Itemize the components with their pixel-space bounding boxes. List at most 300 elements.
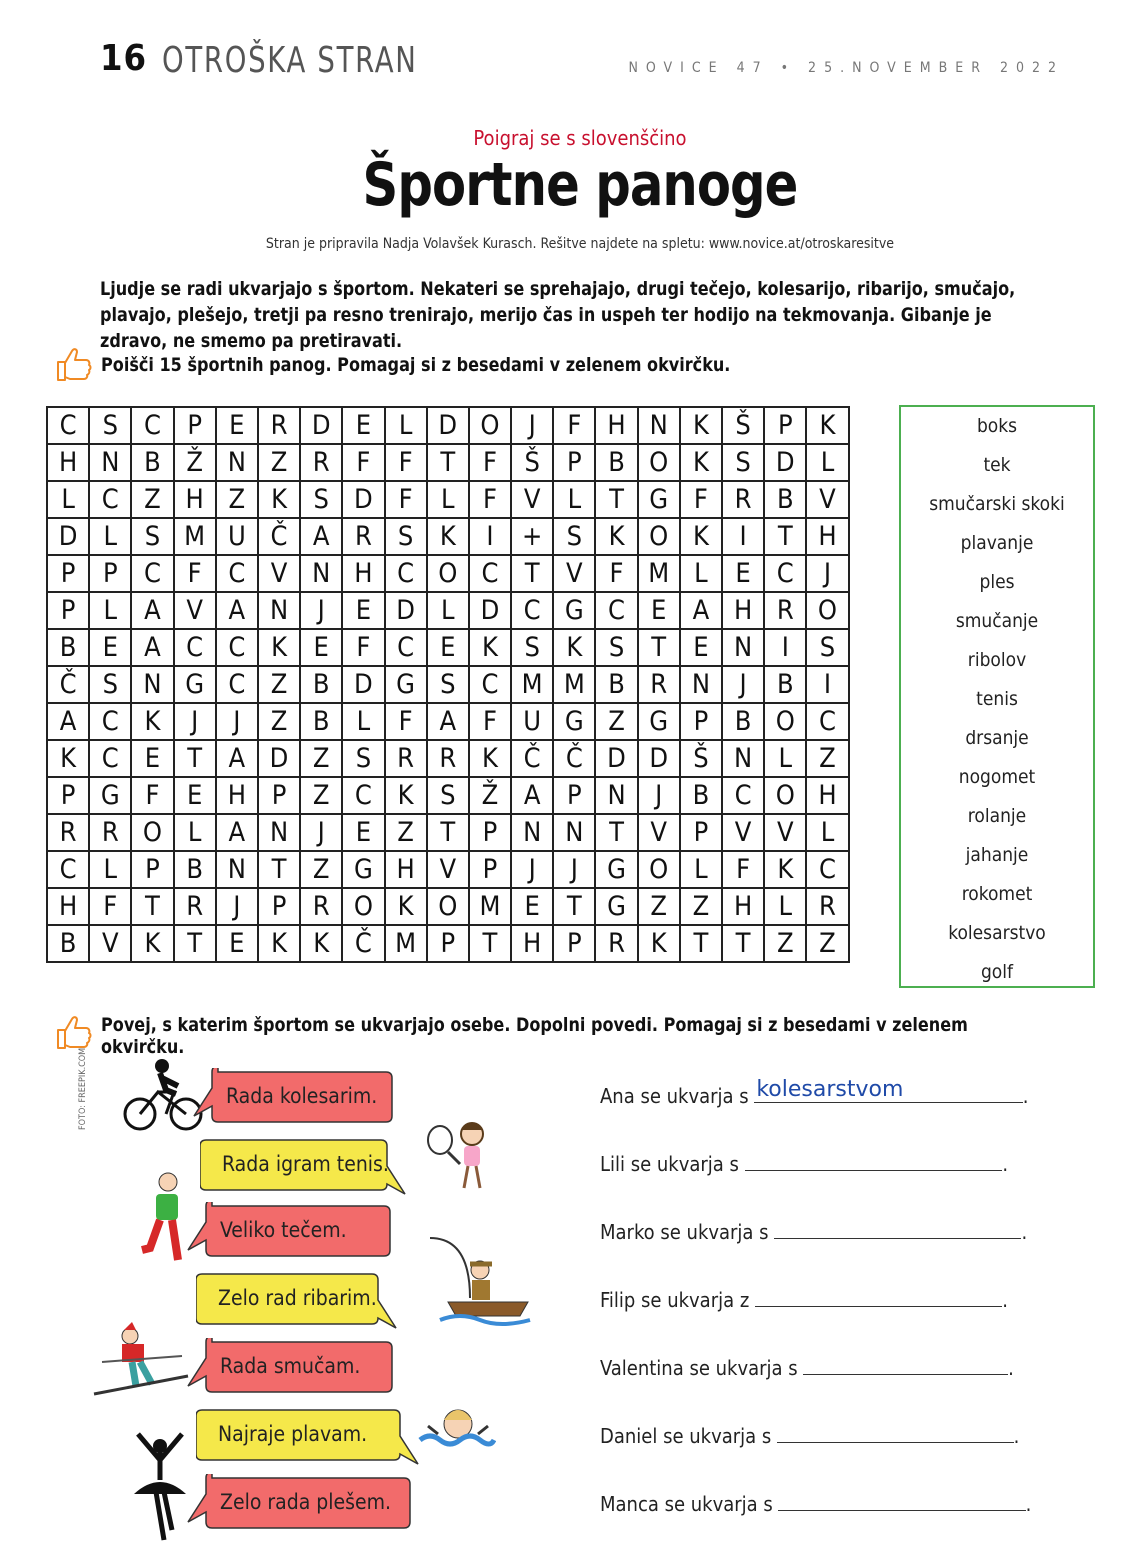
grid-cell[interactable]: Z bbox=[131, 481, 173, 518]
grid-cell[interactable]: E bbox=[174, 777, 216, 814]
grid-cell[interactable]: Z bbox=[764, 925, 806, 962]
grid-cell[interactable]: K bbox=[258, 481, 300, 518]
grid-cell[interactable]: Č bbox=[258, 518, 300, 555]
grid-cell[interactable]: E bbox=[342, 814, 384, 851]
grid-cell[interactable]: C bbox=[722, 777, 764, 814]
grid-cell[interactable]: A bbox=[47, 703, 89, 740]
grid-cell[interactable]: N bbox=[680, 666, 722, 703]
grid-cell[interactable]: I bbox=[806, 666, 848, 703]
grid-cell[interactable]: S bbox=[342, 740, 384, 777]
grid-cell[interactable]: P bbox=[131, 851, 173, 888]
grid-cell[interactable]: G bbox=[89, 777, 131, 814]
grid-cell[interactable]: A bbox=[131, 629, 173, 666]
grid-cell[interactable]: D bbox=[342, 481, 384, 518]
grid-cell[interactable]: + bbox=[511, 518, 553, 555]
grid-cell[interactable]: J bbox=[300, 592, 342, 629]
grid-cell[interactable]: H bbox=[342, 555, 384, 592]
grid-cell[interactable]: C bbox=[469, 666, 511, 703]
grid-cell[interactable]: S bbox=[595, 629, 637, 666]
grid-cell[interactable]: R bbox=[342, 518, 384, 555]
grid-cell[interactable]: L bbox=[553, 481, 595, 518]
grid-cell[interactable]: S bbox=[427, 666, 469, 703]
grid-cell[interactable]: F bbox=[722, 851, 764, 888]
grid-cell[interactable]: B bbox=[47, 629, 89, 666]
grid-cell[interactable]: A bbox=[216, 814, 258, 851]
grid-cell[interactable]: B bbox=[680, 777, 722, 814]
grid-cell[interactable]: O bbox=[806, 592, 848, 629]
grid-cell[interactable]: J bbox=[511, 407, 553, 444]
grid-cell[interactable]: R bbox=[638, 666, 680, 703]
grid-cell[interactable]: G bbox=[553, 592, 595, 629]
grid-cell[interactable]: P bbox=[680, 814, 722, 851]
grid-cell[interactable]: H bbox=[722, 592, 764, 629]
grid-cell[interactable]: F bbox=[595, 555, 637, 592]
grid-cell[interactable]: U bbox=[511, 703, 553, 740]
answer-blank[interactable] bbox=[803, 1354, 1008, 1375]
grid-cell[interactable]: K bbox=[806, 407, 848, 444]
grid-cell[interactable]: A bbox=[300, 518, 342, 555]
grid-cell[interactable]: L bbox=[806, 814, 848, 851]
grid-cell[interactable]: P bbox=[553, 777, 595, 814]
grid-cell[interactable]: A bbox=[131, 592, 173, 629]
grid-cell[interactable]: K bbox=[469, 629, 511, 666]
grid-cell[interactable]: J bbox=[174, 703, 216, 740]
grid-cell[interactable]: L bbox=[764, 888, 806, 925]
grid-cell[interactable]: B bbox=[764, 666, 806, 703]
word-list-item: plavanje bbox=[960, 532, 1034, 554]
grid-cell[interactable]: L bbox=[427, 592, 469, 629]
grid-cell[interactable]: T bbox=[427, 444, 469, 481]
grid-cell[interactable]: Z bbox=[258, 444, 300, 481]
grid-cell[interactable]: S bbox=[385, 518, 427, 555]
grid-cell[interactable]: Z bbox=[595, 703, 637, 740]
grid-cell[interactable]: E bbox=[216, 407, 258, 444]
grid-cell[interactable]: C bbox=[511, 592, 553, 629]
grid-cell[interactable]: H bbox=[385, 851, 427, 888]
grid-cell[interactable]: S bbox=[427, 777, 469, 814]
grid-cell[interactable]: D bbox=[469, 592, 511, 629]
grid-cell[interactable]: M bbox=[174, 518, 216, 555]
grid-cell[interactable]: B bbox=[595, 444, 637, 481]
grid-cell[interactable]: F bbox=[174, 555, 216, 592]
grid-cell[interactable]: A bbox=[427, 703, 469, 740]
grid-cell[interactable]: T bbox=[469, 925, 511, 962]
grid-cell[interactable]: D bbox=[638, 740, 680, 777]
grid-cell[interactable]: O bbox=[764, 703, 806, 740]
grid-cell[interactable]: T bbox=[764, 518, 806, 555]
grid-cell[interactable]: K bbox=[553, 629, 595, 666]
grid-cell[interactable]: C bbox=[89, 740, 131, 777]
grid-cell[interactable]: E bbox=[131, 740, 173, 777]
grid-cell[interactable]: C bbox=[174, 629, 216, 666]
answer-blank[interactable] bbox=[755, 1286, 1002, 1307]
grid-cell[interactable]: D bbox=[385, 592, 427, 629]
grid-cell[interactable]: O bbox=[764, 777, 806, 814]
grid-cell[interactable]: E bbox=[511, 888, 553, 925]
grid-cell[interactable]: L bbox=[680, 555, 722, 592]
grid-cell[interactable]: V bbox=[806, 481, 848, 518]
grid-cell[interactable]: N bbox=[258, 814, 300, 851]
grid-cell[interactable]: N bbox=[131, 666, 173, 703]
grid-cell[interactable]: O bbox=[427, 888, 469, 925]
grid-cell[interactable]: F bbox=[553, 407, 595, 444]
grid-cell[interactable]: D bbox=[342, 666, 384, 703]
grid-cell[interactable]: V bbox=[638, 814, 680, 851]
grid-cell[interactable]: S bbox=[553, 518, 595, 555]
grid-cell[interactable]: K bbox=[469, 740, 511, 777]
grid-cell[interactable]: F bbox=[469, 444, 511, 481]
grid-cell[interactable]: R bbox=[258, 407, 300, 444]
grid-cell[interactable]: G bbox=[595, 851, 637, 888]
grid-cell[interactable]: K bbox=[131, 703, 173, 740]
grid-cell[interactable]: C bbox=[806, 703, 848, 740]
grid-cell[interactable]: Š bbox=[680, 740, 722, 777]
answer-blank[interactable] bbox=[778, 1490, 1025, 1511]
grid-cell[interactable]: H bbox=[806, 518, 848, 555]
grid-cell[interactable]: Š bbox=[511, 444, 553, 481]
grid-cell[interactable]: P bbox=[469, 851, 511, 888]
grid-cell[interactable]: B bbox=[300, 666, 342, 703]
grid-cell[interactable]: F bbox=[680, 481, 722, 518]
grid-cell[interactable]: B bbox=[764, 481, 806, 518]
grid-cell[interactable]: Z bbox=[680, 888, 722, 925]
grid-cell[interactable]: P bbox=[553, 444, 595, 481]
grid-cell[interactable]: L bbox=[764, 740, 806, 777]
grid-cell[interactable]: V bbox=[89, 925, 131, 962]
grid-cell[interactable]: B bbox=[595, 666, 637, 703]
word-list-item: ples bbox=[979, 571, 1015, 593]
grid-cell[interactable]: L bbox=[174, 814, 216, 851]
grid-cell[interactable]: N bbox=[595, 777, 637, 814]
grid-cell[interactable]: Z bbox=[806, 740, 848, 777]
grid-cell[interactable]: K bbox=[680, 444, 722, 481]
grid-cell[interactable]: E bbox=[427, 629, 469, 666]
grid-cell[interactable]: Č bbox=[342, 925, 384, 962]
grid-cell[interactable]: F bbox=[385, 703, 427, 740]
grid-cell[interactable]: K bbox=[258, 629, 300, 666]
grid-cell[interactable]: T bbox=[680, 925, 722, 962]
grid-cell[interactable]: L bbox=[385, 407, 427, 444]
grid-cell[interactable]: C bbox=[47, 407, 89, 444]
grid-cell[interactable]: M bbox=[638, 555, 680, 592]
grid-cell[interactable]: Č bbox=[553, 740, 595, 777]
grid-cell[interactable]: M bbox=[553, 666, 595, 703]
grid-cell[interactable]: L bbox=[427, 481, 469, 518]
grid-cell[interactable]: N bbox=[511, 814, 553, 851]
grid-cell[interactable]: A bbox=[216, 592, 258, 629]
grid-cell[interactable]: D bbox=[258, 740, 300, 777]
sentence-prefix: Marko se ukvarja s bbox=[600, 1220, 769, 1244]
grid-cell[interactable]: P bbox=[680, 703, 722, 740]
grid-cell[interactable]: E bbox=[216, 925, 258, 962]
grid-cell[interactable]: R bbox=[47, 814, 89, 851]
grid-cell[interactable]: R bbox=[806, 888, 848, 925]
grid-cell[interactable]: K bbox=[258, 925, 300, 962]
grid-cell[interactable]: T bbox=[553, 888, 595, 925]
grid-cell[interactable]: K bbox=[47, 740, 89, 777]
grid-cell[interactable]: H bbox=[722, 888, 764, 925]
grid-cell[interactable]: B bbox=[722, 703, 764, 740]
grid-cell[interactable]: J bbox=[722, 666, 764, 703]
grid-cell[interactable]: L bbox=[47, 481, 89, 518]
grid-cell[interactable]: F bbox=[342, 629, 384, 666]
grid-cell[interactable]: F bbox=[469, 481, 511, 518]
grid-cell[interactable]: F bbox=[89, 888, 131, 925]
grid-cell[interactable]: N bbox=[216, 444, 258, 481]
answer-blank[interactable] bbox=[754, 1077, 1022, 1103]
grid-cell[interactable]: R bbox=[385, 740, 427, 777]
grid-cell[interactable]: D bbox=[300, 407, 342, 444]
grid-cell[interactable]: R bbox=[300, 888, 342, 925]
grid-cell[interactable]: L bbox=[680, 851, 722, 888]
grid-cell[interactable]: N bbox=[722, 629, 764, 666]
grid-cell[interactable]: R bbox=[595, 925, 637, 962]
grid-cell[interactable]: C bbox=[595, 592, 637, 629]
grid-cell[interactable]: P bbox=[47, 777, 89, 814]
grid-cell[interactable]: A bbox=[680, 592, 722, 629]
grid-cell[interactable]: E bbox=[300, 629, 342, 666]
grid-cell[interactable]: O bbox=[427, 555, 469, 592]
grid-cell[interactable]: O bbox=[638, 444, 680, 481]
grid-cell[interactable]: P bbox=[89, 555, 131, 592]
grid-cell[interactable]: V bbox=[511, 481, 553, 518]
grid-cell[interactable]: Z bbox=[216, 481, 258, 518]
grid-cell[interactable]: P bbox=[258, 777, 300, 814]
grid-cell[interactable]: O bbox=[131, 814, 173, 851]
grid-cell[interactable]: H bbox=[511, 925, 553, 962]
answer-blank[interactable] bbox=[774, 1218, 1021, 1239]
grid-cell[interactable]: K bbox=[595, 518, 637, 555]
grid-cell[interactable]: T bbox=[258, 851, 300, 888]
grid-cell[interactable]: K bbox=[131, 925, 173, 962]
grid-cell[interactable]: C bbox=[131, 407, 173, 444]
grid-cell[interactable]: Š bbox=[722, 407, 764, 444]
grid-cell[interactable]: F bbox=[342, 444, 384, 481]
speech-bubble-text: Najraje plavam. bbox=[218, 1422, 368, 1446]
grid-cell[interactable]: P bbox=[47, 555, 89, 592]
grid-cell[interactable]: G bbox=[553, 703, 595, 740]
grid-cell[interactable]: J bbox=[300, 814, 342, 851]
grid-cell[interactable]: H bbox=[216, 777, 258, 814]
grid-cell[interactable]: J bbox=[216, 888, 258, 925]
grid-cell[interactable]: H bbox=[174, 481, 216, 518]
grid-cell[interactable]: P bbox=[469, 814, 511, 851]
grid-cell[interactable]: Z bbox=[385, 814, 427, 851]
grid-cell[interactable]: T bbox=[174, 740, 216, 777]
grid-cell[interactable]: K bbox=[300, 925, 342, 962]
grid-cell[interactable]: B bbox=[131, 444, 173, 481]
grid-cell[interactable]: K bbox=[680, 518, 722, 555]
grid-cell[interactable]: C bbox=[89, 703, 131, 740]
grid-cell[interactable]: C bbox=[764, 555, 806, 592]
grid-cell[interactable]: L bbox=[806, 444, 848, 481]
grid-cell[interactable]: L bbox=[342, 703, 384, 740]
grid-cell[interactable]: K bbox=[638, 925, 680, 962]
grid-cell[interactable]: S bbox=[89, 407, 131, 444]
grid-cell[interactable]: M bbox=[511, 666, 553, 703]
grid-cell[interactable]: E bbox=[722, 555, 764, 592]
grid-cell[interactable]: Z bbox=[258, 666, 300, 703]
grid-cell[interactable]: H bbox=[47, 888, 89, 925]
grid-cell[interactable]: G bbox=[595, 888, 637, 925]
grid-cell[interactable]: P bbox=[764, 407, 806, 444]
sentence-suffix: . bbox=[1021, 1220, 1028, 1244]
grid-cell[interactable]: Z bbox=[258, 703, 300, 740]
grid-cell[interactable]: F bbox=[131, 777, 173, 814]
grid-cell[interactable]: E bbox=[680, 629, 722, 666]
grid-cell[interactable]: P bbox=[553, 925, 595, 962]
grid-cell[interactable]: S bbox=[131, 518, 173, 555]
grid-cell[interactable]: L bbox=[89, 592, 131, 629]
grid-cell[interactable]: R bbox=[89, 814, 131, 851]
grid-cell[interactable]: V bbox=[553, 555, 595, 592]
grid-cell[interactable]: T bbox=[595, 481, 637, 518]
grid-cell[interactable]: D bbox=[595, 740, 637, 777]
word-list-item: tek bbox=[983, 454, 1011, 476]
grid-cell[interactable]: P bbox=[258, 888, 300, 925]
grid-cell[interactable]: C bbox=[216, 555, 258, 592]
grid-cell[interactable]: G bbox=[385, 666, 427, 703]
grid-cell[interactable]: Z bbox=[300, 740, 342, 777]
grid-cell[interactable]: D bbox=[764, 444, 806, 481]
grid-cell[interactable]: R bbox=[427, 740, 469, 777]
grid-cell[interactable]: V bbox=[427, 851, 469, 888]
grid-cell[interactable]: Ž bbox=[469, 777, 511, 814]
grid-cell[interactable]: L bbox=[89, 518, 131, 555]
grid-cell[interactable]: C bbox=[469, 555, 511, 592]
grid-cell[interactable]: N bbox=[553, 814, 595, 851]
grid-cell[interactable]: K bbox=[764, 851, 806, 888]
grid-cell[interactable]: Ž bbox=[174, 444, 216, 481]
grid-cell[interactable]: H bbox=[806, 777, 848, 814]
grid-cell[interactable]: M bbox=[469, 888, 511, 925]
grid-cell[interactable]: I bbox=[764, 629, 806, 666]
grid-cell[interactable]: S bbox=[722, 444, 764, 481]
grid-cell[interactable]: E bbox=[342, 592, 384, 629]
grid-cell[interactable]: Č bbox=[511, 740, 553, 777]
grid-cell[interactable]: F bbox=[385, 444, 427, 481]
grid-cell[interactable]: T bbox=[638, 629, 680, 666]
grid-cell[interactable]: J bbox=[511, 851, 553, 888]
grid-cell[interactable]: I bbox=[469, 518, 511, 555]
grid-cell[interactable]: S bbox=[806, 629, 848, 666]
grid-cell[interactable]: O bbox=[638, 851, 680, 888]
grid-cell[interactable]: I bbox=[722, 518, 764, 555]
grid-cell[interactable]: P bbox=[47, 592, 89, 629]
grid-cell[interactable]: T bbox=[427, 814, 469, 851]
grid-cell[interactable]: C bbox=[89, 481, 131, 518]
grid-cell[interactable]: B bbox=[300, 703, 342, 740]
grid-cell[interactable]: O bbox=[638, 518, 680, 555]
grid-cell[interactable]: T bbox=[722, 925, 764, 962]
grid-cell[interactable]: V bbox=[258, 555, 300, 592]
grid-cell[interactable]: G bbox=[638, 703, 680, 740]
grid-cell[interactable]: N bbox=[638, 407, 680, 444]
answer-blank[interactable] bbox=[777, 1422, 1014, 1443]
grid-cell[interactable]: B bbox=[47, 925, 89, 962]
grid-cell[interactable]: D bbox=[427, 407, 469, 444]
grid-cell[interactable]: J bbox=[216, 703, 258, 740]
grid-cell[interactable]: K bbox=[385, 888, 427, 925]
grid-cell[interactable]: H bbox=[47, 444, 89, 481]
grid-cell[interactable]: U bbox=[216, 518, 258, 555]
grid-cell[interactable]: C bbox=[806, 851, 848, 888]
grid-cell[interactable]: V bbox=[722, 814, 764, 851]
grid-cell[interactable]: P bbox=[427, 925, 469, 962]
answer-blank[interactable] bbox=[745, 1150, 1003, 1171]
grid-cell[interactable]: N bbox=[216, 851, 258, 888]
grid-cell[interactable]: T bbox=[595, 814, 637, 851]
grid-cell[interactable]: F bbox=[385, 481, 427, 518]
grid-cell[interactable]: C bbox=[385, 555, 427, 592]
grid-cell[interactable]: C bbox=[131, 555, 173, 592]
word-search-grid[interactable] bbox=[46, 406, 850, 963]
grid-cell[interactable]: S bbox=[300, 481, 342, 518]
grid-cell[interactable]: K bbox=[680, 407, 722, 444]
grid-cell[interactable]: A bbox=[511, 777, 553, 814]
grid-cell[interactable]: C bbox=[385, 629, 427, 666]
grid-cell[interactable]: N bbox=[722, 740, 764, 777]
grid-cell[interactable]: N bbox=[89, 444, 131, 481]
grid-cell[interactable]: T bbox=[131, 888, 173, 925]
grid-cell[interactable]: N bbox=[258, 592, 300, 629]
grid-cell[interactable]: T bbox=[174, 925, 216, 962]
grid-cell[interactable]: D bbox=[47, 518, 89, 555]
grid-cell[interactable]: R bbox=[722, 481, 764, 518]
grid-cell[interactable]: B bbox=[174, 851, 216, 888]
grid-cell[interactable]: C bbox=[216, 666, 258, 703]
grid-cell[interactable]: J bbox=[553, 851, 595, 888]
grid-cell[interactable]: Z bbox=[300, 851, 342, 888]
grid-cell[interactable]: J bbox=[806, 555, 848, 592]
grid-cell[interactable]: O bbox=[469, 407, 511, 444]
grid-cell[interactable]: C bbox=[47, 851, 89, 888]
grid-cell[interactable]: Z bbox=[806, 925, 848, 962]
grid-cell[interactable]: Z bbox=[638, 888, 680, 925]
grid-cell[interactable]: R bbox=[300, 444, 342, 481]
grid-cell[interactable]: C bbox=[216, 629, 258, 666]
grid-cell[interactable]: E bbox=[342, 407, 384, 444]
grid-cell[interactable]: L bbox=[89, 851, 131, 888]
grid-cell[interactable]: Č bbox=[47, 666, 89, 703]
grid-cell[interactable]: T bbox=[511, 555, 553, 592]
grid-cell[interactable]: E bbox=[89, 629, 131, 666]
grid-cell[interactable]: M bbox=[385, 925, 427, 962]
grid-cell[interactable]: E bbox=[638, 592, 680, 629]
grid-cell[interactable]: K bbox=[427, 518, 469, 555]
grid-cell[interactable]: K bbox=[385, 777, 427, 814]
grid-cell[interactable]: A bbox=[216, 740, 258, 777]
grid-cell[interactable]: V bbox=[764, 814, 806, 851]
grid-cell[interactable]: V bbox=[174, 592, 216, 629]
grid-cell[interactable]: C bbox=[342, 777, 384, 814]
grid-cell[interactable]: N bbox=[300, 555, 342, 592]
grid-cell[interactable]: S bbox=[89, 666, 131, 703]
grid-cell[interactable]: G bbox=[638, 481, 680, 518]
grid-cell[interactable]: O bbox=[342, 888, 384, 925]
grid-cell[interactable]: G bbox=[174, 666, 216, 703]
grid-cell[interactable]: J bbox=[638, 777, 680, 814]
grid-cell[interactable]: G bbox=[342, 851, 384, 888]
grid-cell[interactable]: F bbox=[469, 703, 511, 740]
grid-cell[interactable]: P bbox=[174, 407, 216, 444]
intro-paragraph: Ljudje se radi ukvarjajo s športom. Nekateri se sprehajajo, drugi tečejo, kolesarijo, ribarijo, smučajo, plavajo, plešejo, tretji pa resno trenirajo, merijo čas in uspeh ter hodijo na tekmovanja. Gibanje je zdravo, ne smemo pa pretiravati. bbox=[100, 278, 1016, 352]
grid-cell[interactable]: S bbox=[511, 629, 553, 666]
grid-cell[interactable]: Z bbox=[300, 777, 342, 814]
grid-cell[interactable]: H bbox=[595, 407, 637, 444]
grid-cell[interactable]: R bbox=[174, 888, 216, 925]
grid-cell[interactable]: R bbox=[764, 592, 806, 629]
